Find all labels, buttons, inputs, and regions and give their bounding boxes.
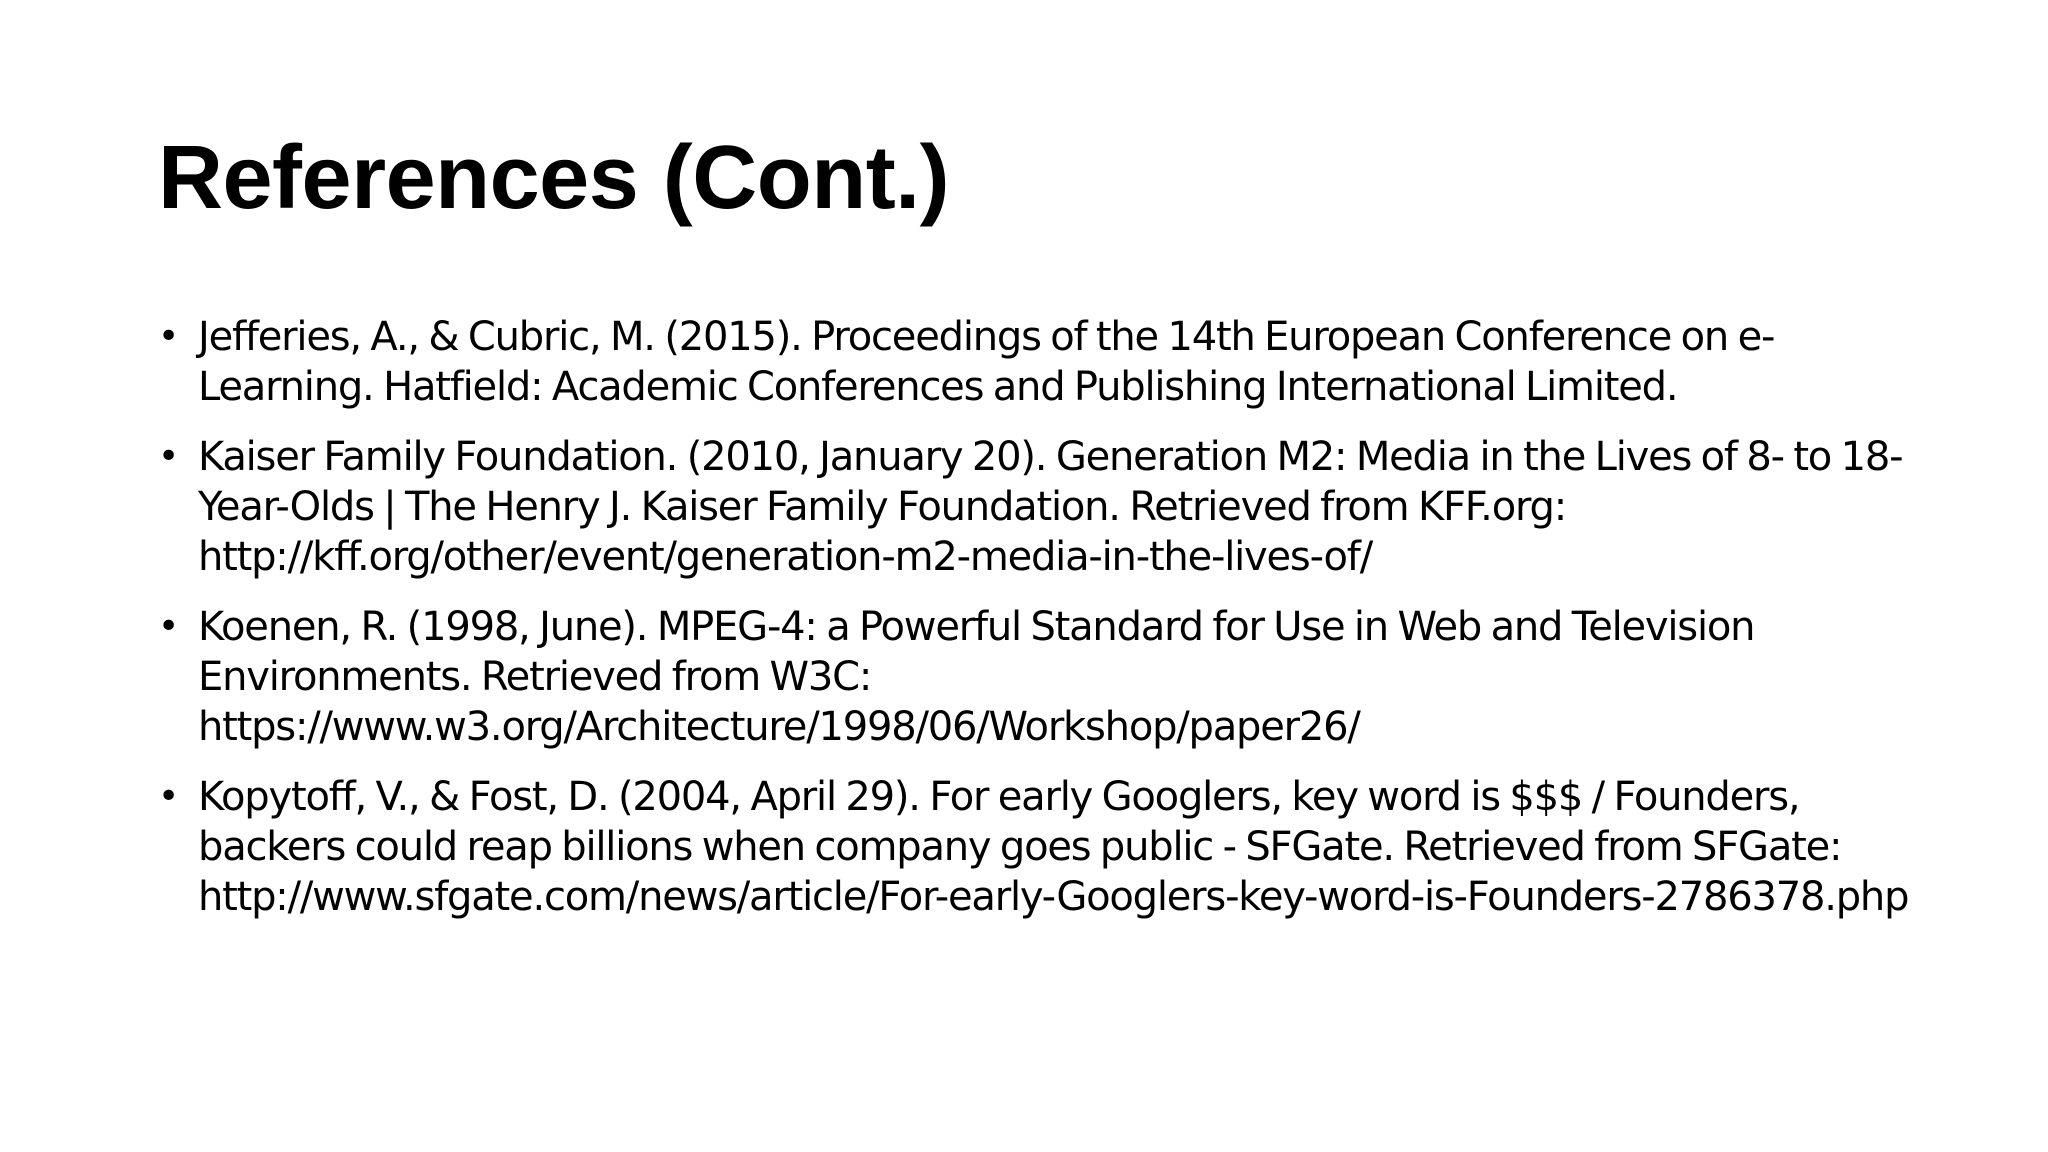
bullet-icon: • [158, 776, 179, 817]
bullet-icon: • [158, 606, 179, 647]
reference-item [158, 432, 1918, 582]
reference-text: Jefferies, A., & Cubric, M. (2015). Proceedings of the 14th European Conference on e-Learning. Hatfield: Academic Conferences and Publishing International Limited. [198, 314, 1775, 410]
slide-title: References (Cont.) [158, 128, 950, 228]
reference-text: Kopytoff, V., & Fost, D. (2004, April 29). For early Googlers, key word is $$$ / Founders, backers could reap billions when company goes public - SFGate. Retrieved from SFGate: http://www.sfgate.com/news/article/For-early-Googlers-key-word-is-Founders-2786378.php [198, 774, 1909, 920]
reference-item [158, 772, 1918, 922]
reference-list [158, 312, 1918, 942]
reference-item [158, 602, 1918, 752]
bullet-icon: • [158, 316, 179, 357]
bullet-icon: • [158, 436, 179, 477]
reference-text: Koenen, R. (1998, June). MPEG-4: a Powerful Standard for Use in Web and Television Environments. Retrieved from W3C: https://www.w3.org/Architecture/1998/06/Workshop/paper26/ [198, 604, 1755, 750]
reference-text: Kaiser Family Foundation. (2010, January 20). Generation M2: Media in the Lives of 8- to 18-Year-Olds | The Henry J. Kaiser Family Foundation. Retrieved from KFF.org: http://kff.org/other/event/generation-m2-media-in-the-lives-of/ [198, 434, 1903, 580]
reference-item [158, 312, 1918, 412]
